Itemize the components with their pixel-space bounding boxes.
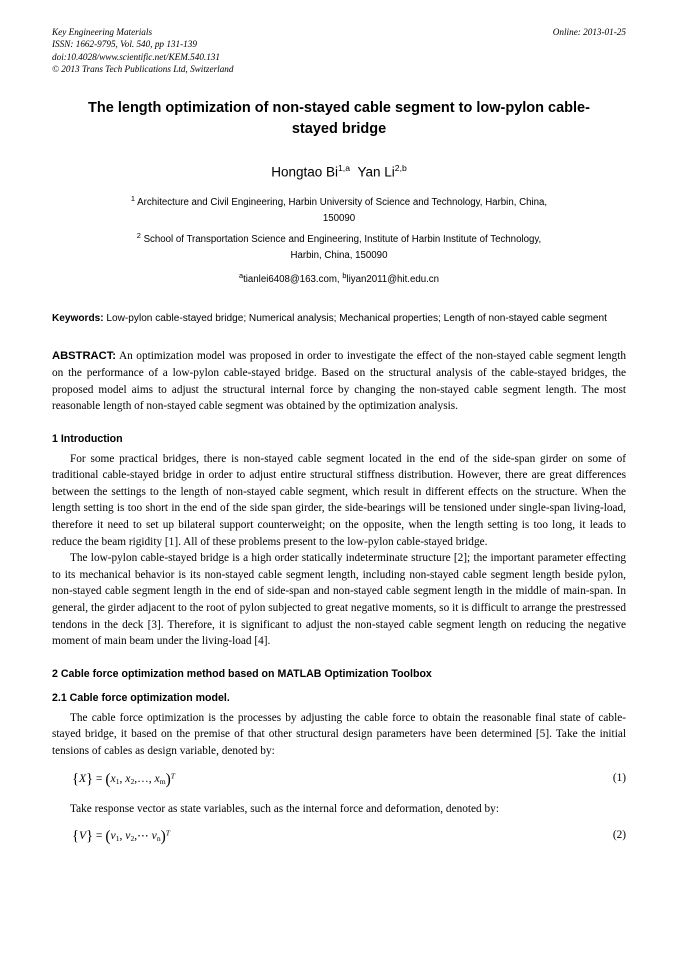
abstract-text: An optimization model was proposed in order to investigate the effect of the non-stayed cable segment length on the performance of a low-pylon cable-stayed bridge. Based on the structural analysis of the cable-stayed bridges, the proposed model aims to adjust the structural internal force by changing the non-stayed cable segment length. The most reasonable length of non-stayed cable segment was obtained by the optimization analysis. [52, 350, 626, 413]
section-heading-2: 2 Cable force optimization method based on MATLAB Optimization Toolbox [52, 667, 432, 680]
affiliation-2-line-1 [58, 228, 620, 248]
equation-1-body: $\{X\} = (x_1$, $x_2,\dots$, $x_m)^T$ [72, 770, 176, 788]
equation-1-dots: … [137, 771, 149, 785]
affiliation-2-line-2: Harbin, China, 150090 [290, 250, 388, 262]
section-2-1-paragraph-1: The cable force optimization is the processes by adjusting the cable force to obtain the reasonable final state of cable-stayed bridge, it based on the premise of that other structural design parameters have been determined [5]. Take the initial tensions of cables as design variable, denoted by: [52, 711, 626, 758]
equation-2 [52, 828, 626, 847]
equation-1-paren-close: ) [165, 770, 171, 788]
affiliation-1 [52, 191, 626, 226]
equation-2-lhs: { [72, 828, 79, 845]
equation-1-xm-sub: m [159, 776, 166, 786]
intro-paragraph-1: For some practical bridges, there is non-stayed cable segment located in the end of the side-span girder on some of traditional cable-stayed bridge in order to adjust entire structural stiffness distribution. However, there are great differences between the settings to the length of non-stayed cable segment, which result in different effects on the structure. When the length setting is too short in the end of the side span girder, the side-bearings will be tensioned under single-span living-load, therefore it need to set up bilateral support counterweight; on the opposite, when the length setting is too long, it leads to reduce the beam rigidity [1]. All of these problems present to the low-pylon cable-stayed bridge. [52, 452, 626, 548]
equation-2-transpose: T [165, 828, 171, 838]
keywords-block [52, 311, 626, 327]
email-b[interactable]: liyan2011@hit.edu.cn [346, 273, 440, 285]
abstract-label: ABSTRACT: [52, 350, 117, 363]
journal-name: Key Engineering Materials [52, 27, 153, 37]
equation-2-number: (2) [612, 829, 626, 842]
affiliation-1-line-2: 150090 [322, 212, 356, 224]
equation-2-lhs-close: } [86, 828, 94, 845]
author-list [52, 163, 626, 180]
author-2-affiliation-marker: 2,b [394, 162, 407, 173]
equation-1-X: X [78, 771, 87, 785]
equation-2-paren-close: ) [160, 828, 166, 846]
equation-1-lhs-close: } [86, 770, 94, 787]
equation-2-V: V [78, 829, 87, 843]
journal-header [52, 26, 626, 76]
equation-2-v1-sub: 1 [115, 834, 120, 844]
email-a-marker: a [238, 270, 244, 280]
affiliation-2-text: School of Transportation Science and Engineering, Institute of Harbin Institute of Technology, [143, 234, 542, 246]
email-b-marker: b [342, 270, 347, 280]
journal-issn-volume: ISSN: 1662-9795, Vol. 540, pp 131-139 [52, 39, 197, 50]
affiliation-1-line-1 [58, 191, 620, 211]
equation-1 [52, 771, 626, 790]
section-heading-2-1: 2.1 Cable force optimization model. [52, 691, 230, 704]
equation-1-x2-sub: 2 [130, 776, 135, 786]
author-2-name: Yan Li [357, 164, 395, 180]
equation-2-vn-sub: n [156, 834, 161, 844]
journal-copyright: © 2013 Trans Tech Publications Ltd, Switzerland [52, 64, 234, 75]
online-date: Online: 2013-01-25 [552, 27, 626, 37]
author-1-name: Hongtao Bi [271, 164, 339, 180]
email-a[interactable]: tianlei6408@163.com, [243, 273, 343, 285]
equation-2-v2-sub: 2 [130, 834, 135, 844]
equation-2-v1: v [110, 829, 116, 843]
equation-2-paren-open: ( [105, 828, 111, 846]
section-heading-introduction: 1 Introduction [52, 432, 123, 445]
equation-2-body: $\{V\} = (v_1$, $v_2,\cdots$ $v_n)^T$ [72, 828, 171, 846]
affiliation-2 [52, 228, 626, 263]
page-title: The length optimization of non-stayed cable segment to low-pylon cable-stayed bridge [88, 99, 590, 137]
equation-1-paren-open: ( [105, 770, 111, 788]
journal-doi: doi:10.4028/www.scientific.net/KEM.540.131 [52, 51, 220, 62]
equation-2-v2: v [125, 829, 131, 843]
affiliation-2-marker: 2 [136, 231, 141, 241]
equation-1-x1-sub: 1 [115, 776, 120, 786]
journal-header-left [52, 26, 454, 76]
equation-1-lhs: { [72, 770, 79, 787]
equation-2-vn: v [151, 829, 157, 843]
keywords-text: Low-pylon cable-stayed bridge; Numerical analysis; Mechanical properties; Length of non-stayed cable segment [103, 312, 607, 324]
affiliation-1-text: Architecture and Civil Engineering, Harbin University of Science and Technology, Harbin, China, [137, 197, 548, 209]
equation-1-number: (1) [612, 771, 626, 784]
author-emails [52, 271, 626, 285]
equation-1-x2: x [125, 771, 131, 785]
keywords-label: Keywords: [52, 312, 104, 324]
equation-1-xm: x [154, 771, 160, 785]
author-1-affiliation-marker: 1,a [338, 162, 350, 173]
equation-1-x1: x [110, 771, 116, 785]
section-2-1-paragraph-2: Take response vector as state variables, such as the internal force and deformation, denoted by: [70, 802, 499, 815]
intro-paragraph-2: The low-pylon cable-stayed bridge is a high order statically indeterminate structure [2]; the important parameter effecting to its mechanical behavior is its non-stayed cable segment length, including non-stayed cable segment length beside pylon, non-stayed cable segment length in the end of side-span and non-stayed cable segment length in the middle of main-span. In general, the girder adjacent to the root of pylon subjected to great negative moments, so it is difficult to arrange the prestressed tendons in the deck [3]. Therefore, it is significant to adjust the non-stayed cable segment length on reducing the negative moment of main beam under the living-load [4]. [52, 552, 626, 648]
abstract-block [52, 348, 626, 414]
equation-2-dots: ⋯ [137, 829, 149, 843]
affiliation-1-marker: 1 [130, 194, 135, 204]
equation-1-transpose: T [170, 771, 176, 781]
